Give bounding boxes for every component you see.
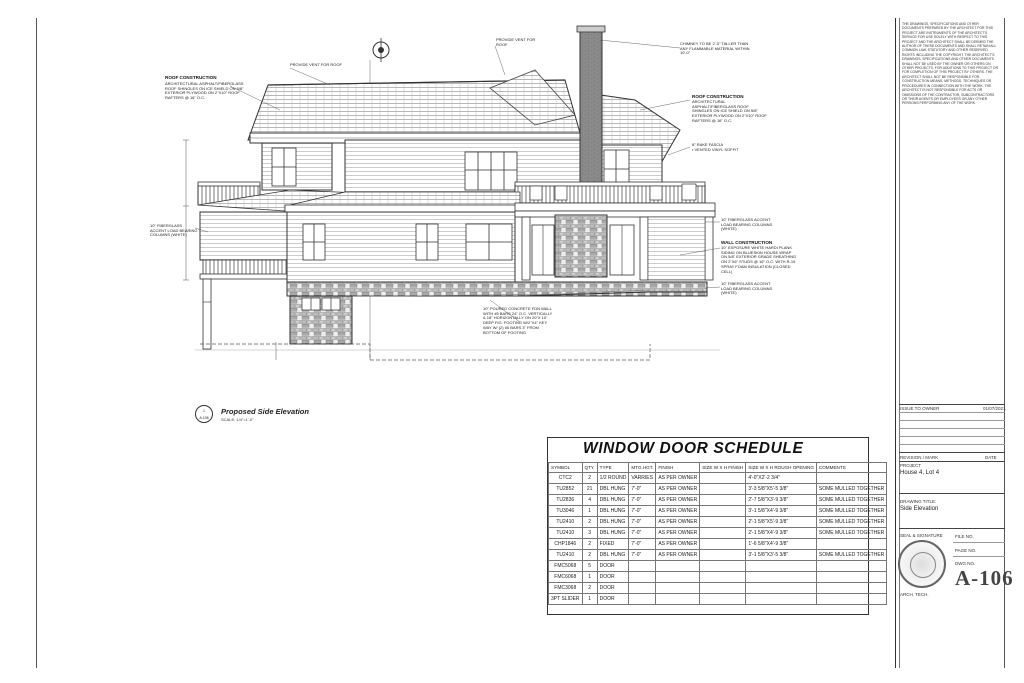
schedule-cell: 3PT SLIDER — [549, 594, 583, 605]
schedule-cell — [746, 594, 817, 605]
dwg-no-label: DWG NO. — [955, 561, 976, 566]
schedule-row — [549, 506, 887, 517]
project-value: House 4, Lot 4 — [900, 470, 940, 476]
elevation-scale: SCALE: 1/4"=1'-0" — [221, 417, 254, 422]
schedule-cell: SOME MULLED TOGETHER — [816, 528, 886, 539]
schedule-cell — [629, 583, 656, 594]
schedule-cell — [629, 561, 656, 572]
schedule-cell — [700, 517, 746, 528]
column-right-upper-note: 10" FIBERGLASS ACCENT LOAD BEARING COLUMNS (WHITE) — [721, 217, 773, 232]
schedule-title: WINDOW DOOR SCHEDULE — [583, 440, 804, 457]
schedule-header-cell: QTY. — [582, 463, 597, 473]
elevation-tag — [195, 405, 213, 423]
project-label: PROJECT — [900, 463, 922, 468]
schedule-cell: 2'-1 5/8"X5'-9 3/8" — [746, 517, 817, 528]
issue-label: ISSUE TO OWNER — [900, 406, 940, 411]
schedule-cell — [700, 473, 746, 484]
seal-label: SEAL & SIGNATURE — [900, 533, 943, 538]
schedule-cell: 3'-1 5/8"X4'-9 3/8" — [746, 506, 817, 517]
schedule-cell: 3 — [582, 528, 597, 539]
schedule-row — [549, 583, 887, 594]
schedule-cell: 2 — [582, 539, 597, 550]
schedule-cell: AS PER OWNER — [656, 495, 700, 506]
fireplace — [555, 215, 607, 277]
disclaimer-text: THE DRAWINGS, SPECIFICATIONS AND OTHER DOCUMENTS PREPARED BY THE ARCHITECT FOR THIS PROJECT ARE INSTRUMENTS OF THE ARCHITECT'S SERVICE FOR USE SOLELY WITH RESPECT TO THIS PROJECT AND THE ARCHITECT SHALL BE DEEMED THE AUTHOR OF THESE DOCUMENTS AND SHALL RETAIN ALL COMMON LAW, STATUTORY AND OTHER RESERVED RIGHTS INCLUDING THE COPYRIGHT. THE ARCHITECT'S DRAWINGS, SPECIFICATIONS AND OTHER DOCUMENTS SHALL NOT BE USED BY THE OWNER OR OTHERS ON OTHER PROJECTS, FOR ADDITIONS TO THIS PROJECT OR FOR COMPLETION OF THIS PROJECT BY OTHERS. THE ARCHITECT SHALL NOT BE RESPONSIBLE FOR CONSTRUCTION MEANS, METHODS, TECHNIQUES OR PROCEDURES IN CONNECTION WITH THE WORK. THE ARCHITECT IS NOT RESPONSIBLE FOR ACTS OR OMISSIONS OF THE CONTRACTOR, SUBCONTRACTORS OR THEIR AGENTS OR EMPLOYEES OR ANY OTHER PERSONS PERFORMING ANY OF THE WORK. — [902, 22, 999, 106]
roof-construction-left-title: ROOF CONSTRUCTION — [165, 75, 217, 80]
schedule-cell: 3'-1 5/8"X3'-5 3/8" — [746, 550, 817, 561]
schedule-row — [549, 473, 887, 484]
schedule-cell: FMC3068 — [549, 583, 583, 594]
column-right-lower-note: 10" FIBERGLASS ACCENT LOAD BEARING COLUMNS (WHITE) — [721, 281, 773, 296]
schedule-row — [549, 572, 887, 583]
chimney-note: CHIMNEY TO BE 2'-0" TALLER THAN ANY FLAMMABLE MATERIAL WITHIN 10'-0" — [680, 41, 750, 56]
schedule-table — [548, 462, 887, 605]
schedule-row — [549, 594, 887, 605]
schedule-cell: DOOR — [597, 561, 629, 572]
chimney — [580, 28, 602, 200]
schedule-cell — [700, 539, 746, 550]
schedule-cell: AS PER OWNER — [656, 539, 700, 550]
revision-label: REVISION / MARK — [900, 455, 939, 460]
schedule-cell — [746, 561, 817, 572]
schedule-cell: 7'-0" — [629, 539, 656, 550]
schedule-cell — [700, 495, 746, 506]
schedule-cell — [700, 550, 746, 561]
provide-vent-left-label: PROVIDE VENT FOR ROOF — [290, 62, 342, 67]
schedule-cell: DOOR — [597, 572, 629, 583]
schedule-cell: 21 — [582, 484, 597, 495]
wall-construction-body: 10" EXPOSURE WHITE HARDI PLANK SIDING ON BLUESKIN HOUSE WRAP ON 5/8" EXTERIOR GRADE SHEATHING ON 2"X6" STUDS @ 16" O.C. WITH R-19 SPRAY FOAM INSULATION (CLOSED CELL) — [721, 245, 797, 274]
drawing-title-value: Side Elevation — [900, 506, 939, 512]
schedule-cell: 7'-0" — [629, 528, 656, 539]
schedule-cell: 7'-0" — [629, 506, 656, 517]
schedule-cell: 2'-1 5/8"X4'-9 3/8" — [746, 528, 817, 539]
schedule-cell: CTC2 — [549, 473, 583, 484]
architect-seal — [898, 540, 946, 588]
schedule-cell — [700, 506, 746, 517]
file-no-label: FILE NO. — [955, 534, 974, 539]
schedule-cell — [816, 572, 886, 583]
schedule-cell: DBL HUNG — [597, 528, 629, 539]
schedule-row — [549, 517, 887, 528]
schedule-cell: AS PER OWNER — [656, 473, 700, 484]
schedule-row — [549, 539, 887, 550]
schedule-cell: 1/2 ROUND — [597, 473, 629, 484]
elevation-tag-sheet: A-106 — [199, 416, 209, 420]
schedule-cell — [700, 583, 746, 594]
roof-construction-right-title: ROOF CONSTRUCTION — [692, 94, 744, 99]
schedule-header-cell: MTG.HGT. — [629, 463, 656, 473]
schedule-cell: SOME MULLED TOGETHER — [816, 484, 886, 495]
schedule-cell: 1 — [582, 506, 597, 517]
rake-fascia-note: 8" RAKE FASCIA • VENTED VINYL SOFFIT — [692, 142, 739, 152]
schedule-cell: 7'-0" — [629, 495, 656, 506]
schedule-cell: TU3046 — [549, 506, 583, 517]
column-left-note: 10" FIBERGLASS ACCENT LOAD BEARING COLUMNS (WHITE) — [150, 223, 198, 238]
schedule-cell: AS PER OWNER — [656, 550, 700, 561]
page-no-label: PAGE NO. — [955, 548, 977, 553]
schedule-cell: FIXED — [597, 539, 629, 550]
schedule-cell: CHP1846 — [549, 539, 583, 550]
schedule-cell: TU2410 — [549, 550, 583, 561]
schedule-cell: DOOR — [597, 594, 629, 605]
schedule-cell: AS PER OWNER — [656, 506, 700, 517]
schedule-cell — [816, 473, 886, 484]
foundation-note: 10" POURED CONCRETE FDN WALL WITH #5 BARS 24" O.C. VERTICALLY & 18" HORIZONTALLY ON 20"X 10" DEEP FIG. FOOTING W/2"X4" KEY WAY W/ (2) #5 BARS 3" FROM BOTTOM OF FOOTING — [483, 306, 553, 335]
schedule-header-cell: SYMBOL — [549, 463, 583, 473]
schedule-cell: 2 — [582, 473, 597, 484]
schedule-cell — [816, 539, 886, 550]
schedule-cell: 3'-3 5/8"X5'-5 3/8" — [746, 484, 817, 495]
schedule-cell — [629, 594, 656, 605]
schedule-cell — [700, 572, 746, 583]
schedule-cell: DBL HUNG — [597, 506, 629, 517]
schedule-cell — [656, 561, 700, 572]
schedule-cell: DBL HUNG — [597, 517, 629, 528]
schedule-cell: 2 — [582, 583, 597, 594]
elevation-tag-number: 1 — [203, 409, 205, 413]
schedule-cell: 1 — [582, 594, 597, 605]
schedule-row — [549, 495, 887, 506]
schedule-cell: FMC6068 — [549, 572, 583, 583]
schedule-cell: TU2852 — [549, 484, 583, 495]
schedule-cell: 2 — [582, 517, 597, 528]
issue-date: 01/07/2021 — [983, 406, 1006, 411]
schedule-cell: SOME MULLED TOGETHER — [816, 517, 886, 528]
schedule-cell — [816, 594, 886, 605]
schedule-row — [549, 528, 887, 539]
roof-construction-left-body: ARCHITECTURAL ASPHALT/FIBERGLASS ROOF SHINGLES ON ICE SHIELD ON 5/8" EXTERIOR PLYWOOD ON 2"X10" ROOF RAFTERS @ 16" O.C. — [165, 81, 244, 101]
schedule-header-cell: FINISH — [656, 463, 700, 473]
schedule-cell: AS PER OWNER — [656, 528, 700, 539]
schedule-cell: 4 — [582, 495, 597, 506]
schedule-cell: VARRIES — [629, 473, 656, 484]
schedule-header-row — [549, 463, 887, 473]
schedule-cell: 7'-0" — [629, 550, 656, 561]
drawing-title-label: DRAWING TITLE: — [900, 499, 937, 504]
schedule-cell: DBL HUNG — [597, 484, 629, 495]
schedule-cell: DBL HUNG — [597, 550, 629, 561]
roof-construction-right-body: ARCHITECTURAL ASPHALT/FIBERGLASS ROOF SHINGLES ON ICE SHIELD ON 5/8" EXTERIOR PLYWOOD ON 2"X10" ROOF RAFTERS @ 16" O.C. — [692, 99, 767, 123]
schedule-cell — [816, 583, 886, 594]
schedule-cell — [746, 572, 817, 583]
schedule-cell: 2'-7 5/8"X3'-9 3/8" — [746, 495, 817, 506]
schedule-cell — [700, 594, 746, 605]
schedule-row — [549, 561, 887, 572]
schedule-header-cell: SIZE W X H ROUGH OPENING — [746, 463, 817, 473]
schedule-cell: DOOR — [597, 583, 629, 594]
schedule-cell: TU2836 — [549, 495, 583, 506]
provide-vent-top-label: PROVIDE VENT FOR ROOF — [496, 37, 536, 47]
schedule-cell: SOME MULLED TOGETHER — [816, 550, 886, 561]
schedule-cell — [700, 561, 746, 572]
schedule-cell: 4'-0"X2'-2 3/4" — [746, 473, 817, 484]
schedule-cell: 2 — [582, 550, 597, 561]
elevation-title: Proposed Side Elevation — [221, 407, 309, 416]
foundation-stone — [290, 296, 352, 344]
schedule-cell — [700, 484, 746, 495]
schedule-cell: SOME MULLED TOGETHER — [816, 506, 886, 517]
schedule-cell: AS PER OWNER — [656, 517, 700, 528]
schedule-cell — [656, 572, 700, 583]
schedule-cell: 5 — [582, 561, 597, 572]
schedule-cell: SOME MULLED TOGETHER — [816, 495, 886, 506]
schedule-cell: 7'-0" — [629, 517, 656, 528]
schedule-cell: 1 — [582, 572, 597, 583]
schedule-cell — [700, 528, 746, 539]
schedule-cell — [656, 583, 700, 594]
schedule-row — [549, 484, 887, 495]
schedule-header-cell: TYPE — [597, 463, 629, 473]
schedule-cell: TU2410 — [549, 528, 583, 539]
schedule-cell — [816, 561, 886, 572]
wall-construction-title: WALL CONSTRUCTION — [721, 240, 773, 245]
drawing-number: A-106 — [955, 566, 1014, 590]
schedule-cell: TU2410 — [549, 517, 583, 528]
schedule-row — [549, 550, 887, 561]
schedule-cell — [656, 594, 700, 605]
schedule-cell: FMC5068 — [549, 561, 583, 572]
schedule-cell — [746, 583, 817, 594]
date-label: DATE — [985, 455, 997, 460]
schedule-cell: 1'-6 5/8"X4'-9 3/8" — [746, 539, 817, 550]
arch-tech-note: ARCH. TECH. — [900, 592, 929, 597]
schedule-cell: DBL HUNG — [597, 495, 629, 506]
north-arrow-icon — [373, 38, 389, 62]
schedule-header-cell: COMMENTS — [816, 463, 886, 473]
schedule-cell: AS PER OWNER — [656, 484, 700, 495]
schedule-header-cell: SIZE W X H FINISH — [700, 463, 746, 473]
schedule-cell: 7'-0" — [629, 484, 656, 495]
schedule-cell — [629, 572, 656, 583]
